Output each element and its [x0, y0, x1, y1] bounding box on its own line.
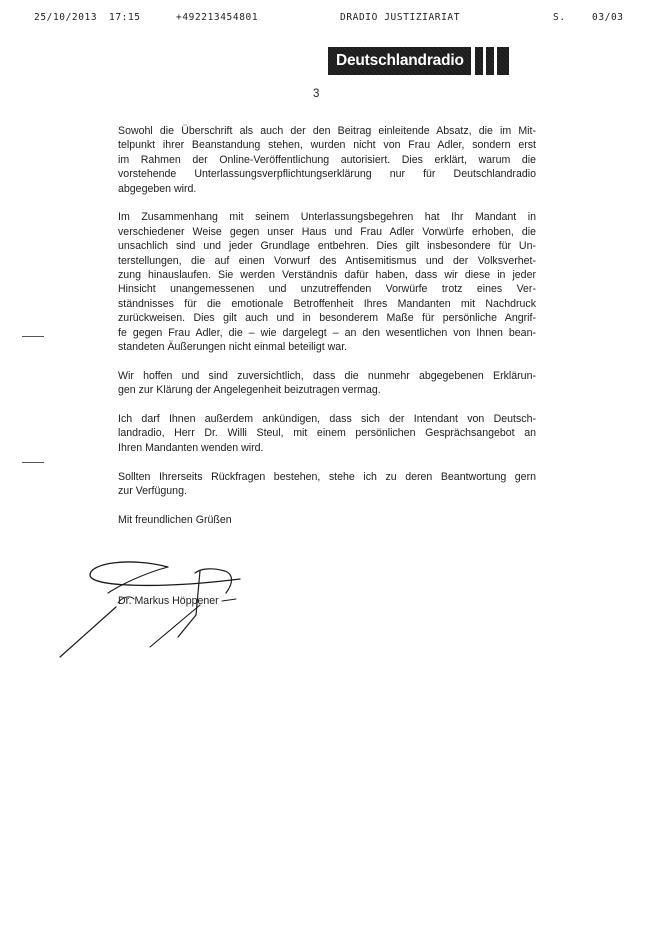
text-line: Hinsicht unangemessenen und unzutreffenden Vorwürfe trotz eines Ver-: [118, 283, 536, 296]
text-line: landradio, Herr Dr. Willi Steul, mit einem persönlichen Gesprächsangebot an: [118, 427, 536, 440]
text-line: Mit freundlichen Grüßen: [118, 513, 232, 526]
margin-mark: [22, 462, 44, 463]
deutschlandradio-logo: [328, 47, 509, 75]
paragraph-1: [118, 124, 536, 196]
fax-page-label: S.: [553, 12, 566, 23]
fax-date: 25/10/2013: [34, 12, 98, 23]
fax-header: [34, 12, 634, 26]
text-line: zur Verfügung.: [118, 485, 187, 498]
text-line: im Rahmen der Online-Veröffentlichung autorisiert. Dies erklärt, warum die: [118, 153, 536, 166]
margin-mark: [22, 336, 44, 337]
closing-salutation: [118, 513, 536, 527]
text-line: zurückweisen. Dies gilt auch und in besonderem Maße für persönliche Angrif-: [118, 312, 536, 325]
text-line: zung hinauslaufen. Sie werden Verständnis dafür haben, dass wir diese in jeder: [118, 269, 536, 282]
fax-number: +492213454801: [176, 12, 259, 23]
text-line: telpunkt ihrer Beanstandung stehen, wurden nicht von Frau Adler, sondern erst: [118, 139, 536, 152]
text-line: gen zur Klärung der Angelegenheit beizutragen vermag.: [118, 384, 381, 397]
signature-stroke: [222, 599, 236, 601]
signature-stroke: [108, 567, 168, 593]
paragraph-2: [118, 210, 536, 354]
signature-stroke: [60, 607, 116, 657]
text-line: abgegeben wird.: [118, 182, 197, 195]
logo-bar: [475, 47, 483, 75]
text-line: vorstehende Unterlassungsverpflichtungserklärung nur für Deutschlandradio: [118, 168, 536, 181]
paragraph-5: [118, 470, 536, 499]
text-line: ständnisses für die emotionale Betroffenheit Ihres Mandanten mit Nachdruck: [118, 297, 536, 310]
text-line: Wir hoffen und sind zuversichtlich, dass die nunmehr abgegebenen Erklärun-: [118, 369, 536, 382]
paragraph-3: [118, 369, 536, 398]
text-line: Sollten Ihrerseits Rückfragen bestehen, stehe ich zu deren Beantwortung gern: [118, 470, 536, 483]
page-number: 3: [313, 88, 320, 100]
text-line: Im Zusammenhang mit seinem Unterlassungsbegehren hat Ihr Mandant in: [118, 211, 536, 224]
logo-bars: [475, 47, 509, 75]
logo-text: Deutschlandradio: [328, 47, 471, 75]
text-line: Ihren Mandanten wenden wird.: [118, 441, 264, 454]
text-line: Sowohl die Überschrift als auch der den Beitrag einleitende Absatz, die im Mit-: [118, 125, 536, 137]
text-line: unsachlich sind und jeder Grundlage entbehren. Dies gilt insbesondere für Un-: [118, 240, 536, 253]
text-line: Ich darf Ihnen außerdem ankündigen, dass sich der Intendant von Deutsch-: [118, 413, 536, 426]
logo-bar: [497, 47, 509, 75]
text-line: verschiedener Weise gegen unser Haus und Frau Adler Vorwürfe erhoben, die: [118, 225, 536, 238]
text-line: terstellungen, die auf einen Vorwurf des Antisemitismus und der Volksverhet-: [118, 254, 536, 267]
paragraph-4: [118, 412, 536, 455]
text-line: fe gegen Frau Adler, die – wie dargelegt – an den wesentlichen von Ihnen bean-: [118, 326, 536, 339]
signature-name: Dr. Markus Höppener: [118, 595, 219, 607]
logo-bar: [486, 47, 494, 75]
signature-stroke: [150, 605, 200, 647]
fax-time: 17:15: [109, 12, 141, 23]
fax-sender: DRADIO JUSTIZIARIAT: [340, 12, 461, 23]
text-line: standeten Äußerungen nicht einmal beteiligt war.: [118, 341, 348, 354]
fax-page: 03/03: [592, 12, 624, 23]
letter-body: [118, 124, 536, 542]
signature-stroke: [90, 562, 240, 585]
